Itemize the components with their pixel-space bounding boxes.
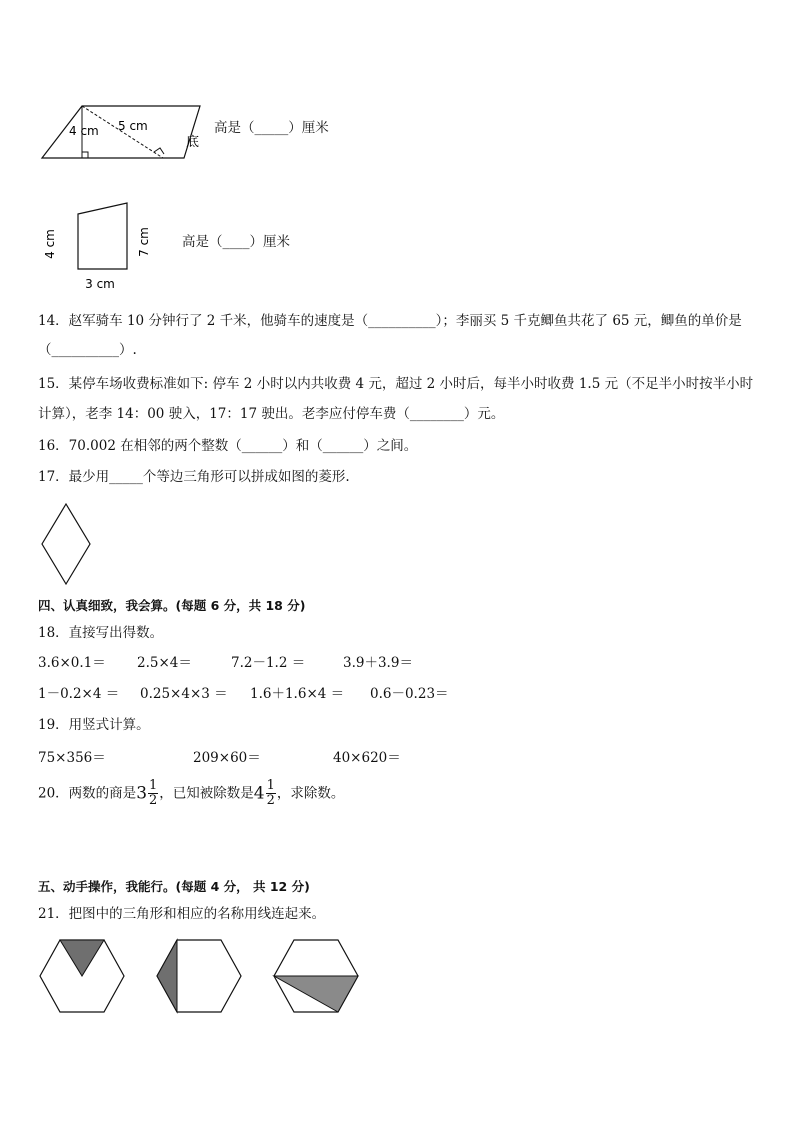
q18-r1-c4: 3.9＋3.9＝: [343, 655, 413, 671]
trapezoid-caption: 高是（____）厘米: [182, 234, 290, 250]
q15-line1: 15．某停车场收费标准如下: 停车 2 小时以内共收费 4 元，超过 2 小时后，每半小时收费 1.5 元（不足半小时按半小时: [38, 376, 754, 392]
q18-r2-c3: 1.6＋1.6×4 ＝: [250, 686, 345, 702]
q20-den2: 2: [266, 793, 275, 808]
q18-r1-c2: 2.5×4＝: [137, 655, 192, 671]
q15-line2: 计算），老李 14：00 驶入，17：17 驶出。老李应付停车费（________）元。: [38, 406, 505, 422]
section4-title: 四、认真细致，我会算。(每题 6 分，共 18 分): [38, 598, 306, 613]
q19-item-1: 75×356＝: [38, 750, 106, 766]
q21-text: 21．把图中的三角形和相应的名称用线连起来。: [38, 906, 326, 922]
q19-item-3: 40×620＝: [333, 750, 401, 766]
rhombus-figure: [38, 500, 94, 588]
trapezoid-figure: [38, 198, 158, 294]
label-bottom: 3 cm: [85, 277, 115, 291]
q18-r1-c1: 3.6×0.1＝: [38, 655, 106, 671]
q20-part2: ，已知被除数是: [159, 785, 254, 802]
q18-r2-c1: 1－0.2×4 ＝: [38, 686, 120, 702]
q20-num2: 1: [266, 778, 275, 793]
section5-title: 五、动手操作，我能行。(每题 4 分， 共 12 分): [38, 879, 310, 894]
q20-whole2: 4: [253, 783, 265, 804]
hexagon-figure-1: [38, 938, 126, 1014]
q17-text: 17．最少用_____个等边三角形可以拼成如图的菱形.: [38, 469, 350, 485]
label-base: 底: [186, 135, 200, 150]
q19-item-2: 209×60＝: [193, 750, 261, 766]
q18-title: 18．直接写出得数。: [38, 625, 164, 641]
label-right: 7 cm: [137, 227, 151, 257]
label-5cm: 5 cm: [118, 119, 148, 133]
q20-num1: 1: [149, 778, 158, 793]
q18-r1-c3: 7.2－1.2 ＝: [231, 655, 306, 671]
q20-part1: 20．两数的商是: [38, 785, 137, 802]
q18-r2-c2: 0.25×4×3 ＝: [140, 686, 228, 702]
q18-r2-c4: 0.6－0.23＝: [370, 686, 449, 702]
q14-line2: （__________）.: [38, 342, 137, 358]
q20-part3: ，求除数。: [276, 785, 345, 802]
parallelogram-caption: 高是（_____）厘米: [214, 120, 329, 136]
label-left: 4 cm: [43, 229, 57, 259]
q20-fraction1: [148, 779, 158, 808]
label-4cm: 4 cm: [69, 124, 99, 138]
q19-title: 19．用竖式计算。: [38, 717, 150, 733]
parallelogram-figure: [36, 100, 206, 162]
hexagon-figure-2: [155, 938, 243, 1014]
q14-line1: 14．赵军骑车 10 分钟行了 2 千米，他骑车的速度是（__________）；李丽买 5 千克鲫鱼共花了 65 元，鲫鱼的单价是: [38, 313, 742, 329]
hexagon-figure-3: [272, 938, 360, 1014]
q20-fraction2: [266, 779, 276, 808]
q16-text: 16．70.002 在相邻的两个整数（______）和（______）之间。: [38, 438, 418, 454]
q20-whole1: 3: [136, 783, 148, 804]
q20-den1: 2: [149, 793, 158, 808]
q20: [38, 776, 344, 811]
